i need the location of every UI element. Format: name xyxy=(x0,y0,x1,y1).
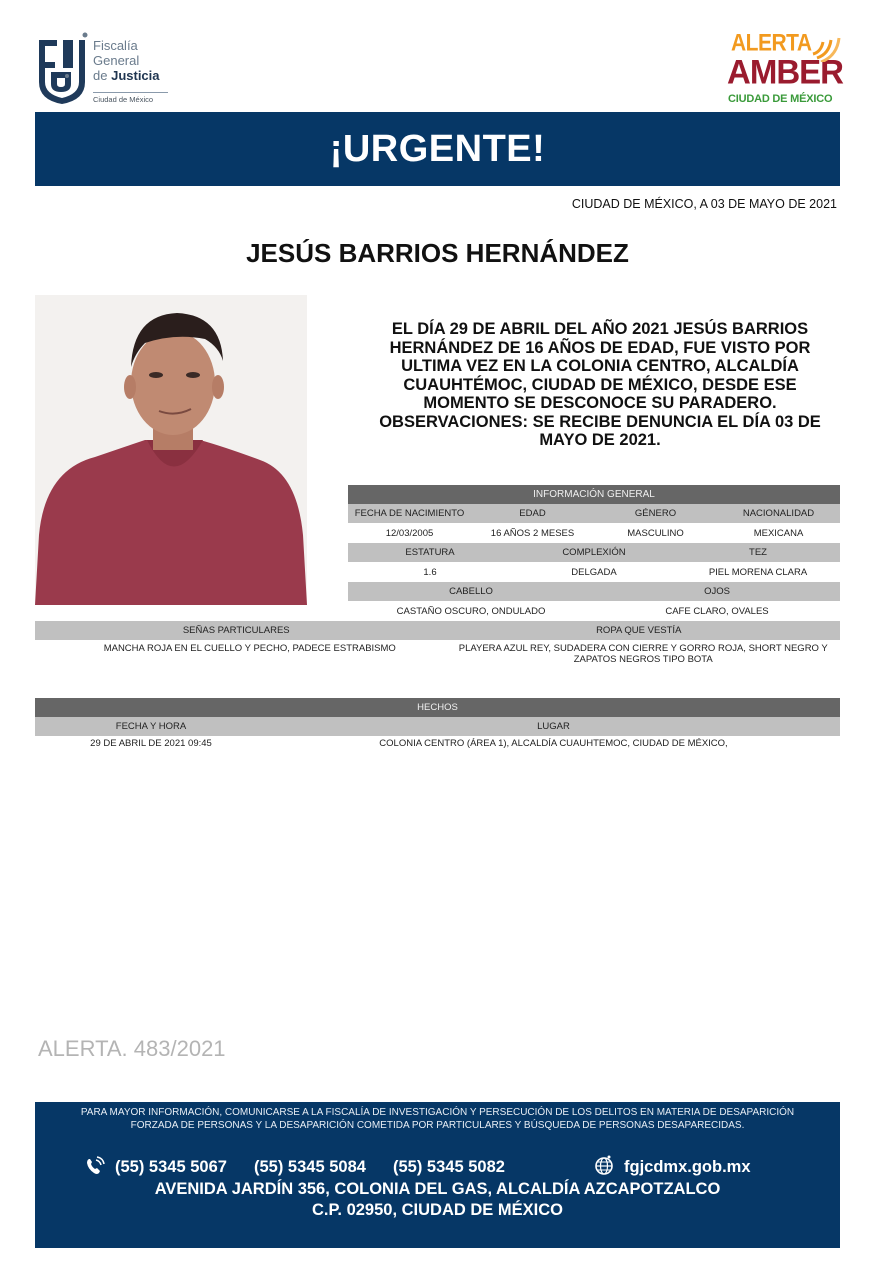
amber-logo-line1: ALERTA xyxy=(731,30,812,57)
table-header-row xyxy=(348,582,840,601)
amber-logo-line2: AMBER xyxy=(727,52,843,91)
footer-contacts xyxy=(85,1158,805,1182)
value-ropa-que-vestia: PLAYERA AZUL REY, SUDADERA CON CIERRE Y GORRO ROJA, SHORT NEGRO Y ZAPATOS NEGROS TIPO BOTA xyxy=(458,643,828,665)
phone-number-1[interactable]: (55) 5345 5067 xyxy=(115,1158,227,1176)
header-edad: EDAD xyxy=(519,508,546,519)
header-cabello: CABELLO xyxy=(449,586,493,597)
address-line2: C.P. 02950, CIUDAD DE MÉXICO xyxy=(312,1201,563,1219)
table-row xyxy=(35,640,840,665)
header-senas-particulares: SEÑAS PARTICULARES xyxy=(182,625,290,636)
header-lugar: LUGAR xyxy=(537,721,570,732)
table-header-row xyxy=(35,621,840,640)
address-line1: AVENIDA JARDÍN 356, COLONIA DEL GAS, ALCALDÍA AZCAPOTZALCO xyxy=(154,1180,721,1198)
value-nacionalidad: MEXICANA xyxy=(753,527,804,539)
general-info-title-row xyxy=(348,485,840,504)
footer-info-text: PARA MAYOR INFORMACIÓN, COMUNICARSE A LA FISCALÍA DE INVESTIGACIÓN Y PERSECUCIÓN DE LOS DELITOS EN MATERIA DE DESAPARICIÓN FORZADA DE PERSONAS Y LA DESAPARICIÓN COMETIDA POR PARTICULARES Y BÚSQUEDA DE PERSONAS DESAPARECIDAS. xyxy=(80,1107,795,1131)
hechos-title-row xyxy=(35,698,840,717)
globe-icon xyxy=(593,1154,615,1176)
hechos-title: HECHOS xyxy=(417,702,458,713)
amber-logo-line3: CIUDAD DE MÉXICO xyxy=(728,93,833,105)
fgj-logo-line3-bold: Justicia xyxy=(111,68,160,83)
table-row xyxy=(348,562,840,582)
value-senas-particulares: MANCHA ROJA EN EL CUELLO Y PECHO, PADECE ESTRABISMO xyxy=(103,643,396,654)
value-complexion: DELGADA xyxy=(571,566,617,578)
fgj-logo-line1: Fiscalía xyxy=(93,38,138,53)
phone-icon xyxy=(85,1156,105,1176)
table-row xyxy=(35,736,840,750)
header-genero: GÉNERO xyxy=(634,508,677,519)
narrative-text: EL DÍA 29 DE ABRIL DEL AÑO 2021 JESÚS BARRIOS HERNÁNDEZ DE 16 AÑOS DE EDAD, FUE VISTO POR ULTIMA VEZ EN LA COLONIA CENTRO, ALCALDÍA CUAUHTÉMOC, CIUDAD DE MÉXICO, DESDE ESE MOMENTO SE DESCONOCE SU PARADERO. OBSERVACIONES: SE RECIBE DENUNCIA EL DÍA 03 DE MAYO DE 2021. xyxy=(379,320,821,449)
person-name: JESÚS BARRIOS HERNÁNDEZ xyxy=(246,238,629,268)
value-fecha-nacimiento: 12/03/2005 xyxy=(385,527,434,539)
table-row xyxy=(348,523,840,543)
table-row xyxy=(348,601,840,621)
general-info-title: INFORMACIÓN GENERAL xyxy=(533,489,655,500)
details-table xyxy=(35,621,840,665)
value-cabello: CASTAÑO OSCURO, ONDULADO xyxy=(396,605,546,617)
value-fecha-hora: 29 DE ABRIL DE 2021 09:45 xyxy=(90,737,212,749)
date-line: CIUDAD DE MÉXICO, A 03 DE MAYO DE 2021 xyxy=(571,197,837,211)
header-ropa-que-vestia: ROPA QUE VESTÍA xyxy=(596,625,682,636)
alert-number: ALERTA. 483/2021 xyxy=(38,1036,226,1061)
fgj-logo-line2: General xyxy=(93,53,140,68)
fgj-logo xyxy=(35,32,175,108)
header-fecha-hora: FECHA Y HORA xyxy=(115,721,187,732)
alerta-amber-logo xyxy=(725,30,843,108)
header-tez: TEZ xyxy=(749,547,767,558)
header-complexion: COMPLEXIÓN xyxy=(562,547,626,558)
header-nacionalidad: NACIONALIDAD xyxy=(742,508,815,519)
hechos-table xyxy=(35,698,840,750)
fgj-logo-line3-prefix: de xyxy=(93,68,108,83)
urgent-banner xyxy=(35,112,840,186)
table-header-row xyxy=(348,504,840,523)
phone-number-3[interactable]: (55) 5345 5082 xyxy=(393,1158,505,1176)
general-info-table xyxy=(348,485,840,621)
signal-waves-icon xyxy=(811,32,841,62)
footer xyxy=(35,1102,840,1248)
header-estatura: ESTATURA xyxy=(405,547,455,558)
fgj-shield-icon xyxy=(35,32,89,104)
header-fecha-nacimiento: FECHA DE NACIMIENTO xyxy=(354,508,465,519)
phone-number-2[interactable]: (55) 5345 5084 xyxy=(254,1158,366,1176)
value-genero: MASCULINO xyxy=(627,527,684,539)
person-photo xyxy=(35,295,307,605)
value-estatura: 1.6 xyxy=(423,566,437,578)
value-lugar: COLONIA CENTRO (ÁREA 1), ALCALDÍA CUAUHTEMOC, CIUDAD DE MÉXICO, xyxy=(379,737,728,749)
value-tez: PIEL MORENA CLARA xyxy=(708,566,808,578)
table-header-row xyxy=(348,543,840,562)
value-edad: 16 AÑOS 2 MESES xyxy=(490,527,575,539)
person-photo-illustration xyxy=(35,295,307,605)
fgj-logo-subtitle: Ciudad de México xyxy=(93,92,168,104)
fgj-logo-text xyxy=(93,38,160,83)
header-ojos: OJOS xyxy=(704,586,730,597)
table-header-row xyxy=(35,717,840,736)
value-ojos: CAFE CLARO, OVALES xyxy=(665,605,769,617)
website-link[interactable]: fgjcdmx.gob.mx xyxy=(624,1158,751,1176)
urgent-banner-text: ¡URGENTE! xyxy=(329,127,546,170)
